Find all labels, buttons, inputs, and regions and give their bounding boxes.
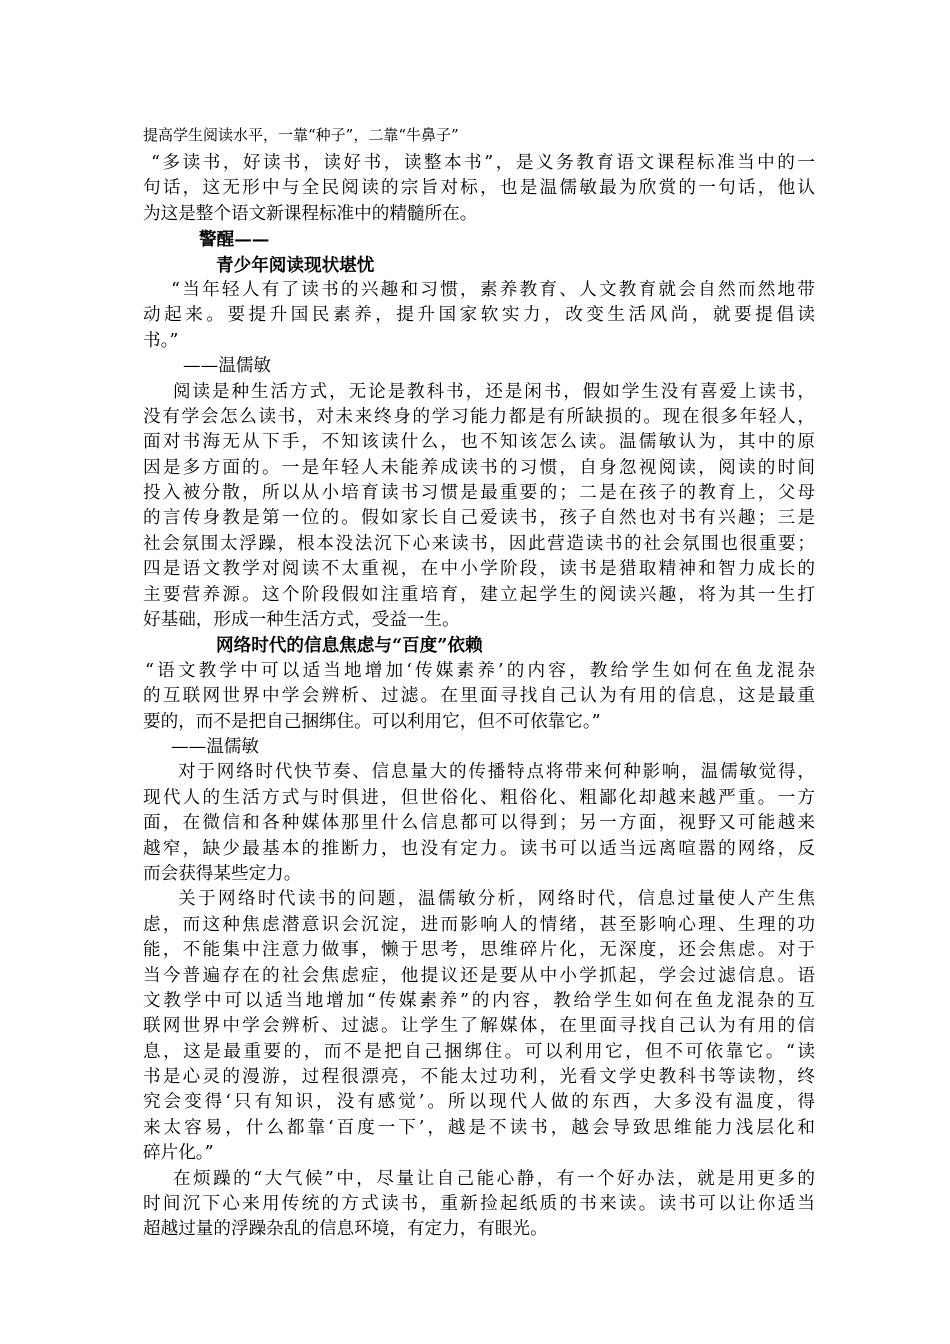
text-line: 究会变得‘只有知识，没有感觉’。所以现代人做的东西，大多没有温度，得 — [143, 1092, 815, 1113]
text-line: 在烦躁的“大气候”中，尽量让自己能心静，有一个好办法，就是用更多的 — [173, 1168, 815, 1189]
text-line: 面对书海无从下手，不知该读什么，也不知该怎么读。温儒敏认为，其中的原 — [143, 432, 815, 453]
text-line: 越窄，缺少最基本的推断力，也没有定力。读书可以适当远离喧嚣的网络，反 — [143, 838, 815, 859]
text-line: ——温儒敏 — [183, 356, 271, 377]
text-line: 对于网络时代快节奏、信息量大的传播特点将带来何种影响，温儒敏觉得， — [178, 762, 815, 783]
text-line: 能，不能集中注意力做事，懒于思考，思维碎片化，无深度，还会焦虑。对于 — [143, 940, 815, 961]
text-line: 书是心灵的漫游，过程很漂亮，不能太过功利，光看文学史教科书等读物，终 — [143, 1067, 815, 1088]
text-line: 来太容易，什么都靠‘百度一下’，越是不读书，越会导致思维能力浅层化和 — [143, 1117, 815, 1138]
text-line: 书。” — [143, 330, 179, 351]
document-title: 提高学生阅读水平，一靠“种子”，二靠“牛鼻子” — [143, 126, 459, 144]
text-line: 的互联网世界中学会辨析、过滤。在里面寻找自己认为有用的信息，这是最重 — [143, 686, 815, 707]
text-line: 的言传身教是第一位的。假如家长自己爱读书，孩子自然也对书有兴趣；三是 — [143, 508, 815, 529]
text-line: 息，这是最重要的，而不是把自己捆绑住。可以利用它，但不可依靠它。“读 — [143, 1041, 815, 1062]
text-line: 主要营养源。这个阶段假如注重培育，建立起学生的阅读兴趣，将为其一生打 — [143, 584, 815, 605]
text-line: 因是多方面的。一是年轻人未能养成读书的习惯，自身忽视阅读，阅读的时间 — [143, 457, 815, 478]
text-line: 时间沉下心来用传统的方式读书，重新捡起纸质的书来读。读书可以让你适当 — [143, 1194, 815, 1215]
section-heading: 网络时代的信息焦虑与“百度”依赖 — [216, 635, 483, 657]
text-line: 投入被分散，所以从小培育读书习惯是最重要的；二是在孩子的教育上，父母 — [143, 483, 815, 504]
text-line: 虑，而这种焦虑潜意识会沉淀，进而影响人的情绪，甚至影响心理、生理的功 — [143, 914, 815, 935]
text-line: 超越过量的浮躁杂乱的信息环境，有定力，有眼光。 — [143, 1219, 548, 1240]
text-line: 关于网络时代读书的问题，温儒敏分析，网络时代，信息过量使人产生焦 — [178, 889, 815, 910]
text-line: 四是语文教学对阅读不太重视，在中小学阶段，读书是猎取精神和智力成长的 — [143, 559, 815, 580]
section-heading: 警醒—— — [199, 229, 270, 251]
text-line: ——温儒敏 — [171, 736, 259, 757]
text-line: 好基础，形成一种生活方式，受益一生。 — [143, 610, 460, 631]
document-page — [143, 126, 815, 1243]
section-heading: 青少年阅读现状堪忧 — [216, 254, 375, 276]
text-line: 要的，而不是把自己捆绑住。可以利用它，但不可依靠它。” — [143, 711, 601, 732]
text-line: “多读书，好读书，读好书，读整本书”，是义务教育语文课程标准当中的一 — [151, 153, 815, 173]
text-line: 而会获得某些定力。 — [143, 863, 302, 884]
text-line: “语文教学中可以适当地增加‘传媒素养’的内容，教给学生如何在鱼龙混杂 — [145, 660, 815, 681]
text-line: 动起来。要提升国民素养，提升国家软实力，改变生活风尚，就要提倡读 — [143, 305, 815, 326]
text-line: 当今普遍存在的社会焦虑症，他提议还是要从中小学抓起，学会过滤信息。语 — [143, 965, 815, 986]
text-line: 没有学会怎么读书，对未来终身的学习能力都是有所缺损的。现在很多年轻人， — [143, 406, 815, 427]
text-line: “当年轻人有了读书的兴趣和习惯，素养教育、人文教育就会自然而然地带 — [171, 279, 815, 300]
text-line: 面，在微信和各种媒体那里什么信息都可以得到；另一方面，视野又可能越来 — [143, 813, 815, 834]
text-line: 社会氛围太浮躁，根本没法沉下心来读书，因此营造读书的社会氛围也很重要； — [143, 533, 815, 554]
text-line: 文教学中可以适当地增加“传媒素养”的内容，教给学生如何在鱼龙混杂的互 — [143, 990, 815, 1011]
text-line: 现代人的生活方式与时俱进，但世俗化、粗俗化、粗鄙化却越来越严重。一方 — [143, 787, 815, 808]
text-line: 阅读是种生活方式，无论是教科书，还是闲书，假如学生没有喜爱上读书， — [173, 381, 815, 402]
text-line: 句话，这无形中与全民阅读的宗旨对标，也是温儒敏最为欣赏的一句话，他认 — [143, 178, 815, 199]
text-line: 碎片化。” — [143, 1143, 214, 1164]
text-line: 为这是整个语文新课程标准中的精髓所在。 — [143, 203, 478, 224]
text-line: 联网世界中学会辨析、过滤。让学生了解媒体，在里面寻找自己认为有用的信 — [143, 1016, 815, 1037]
